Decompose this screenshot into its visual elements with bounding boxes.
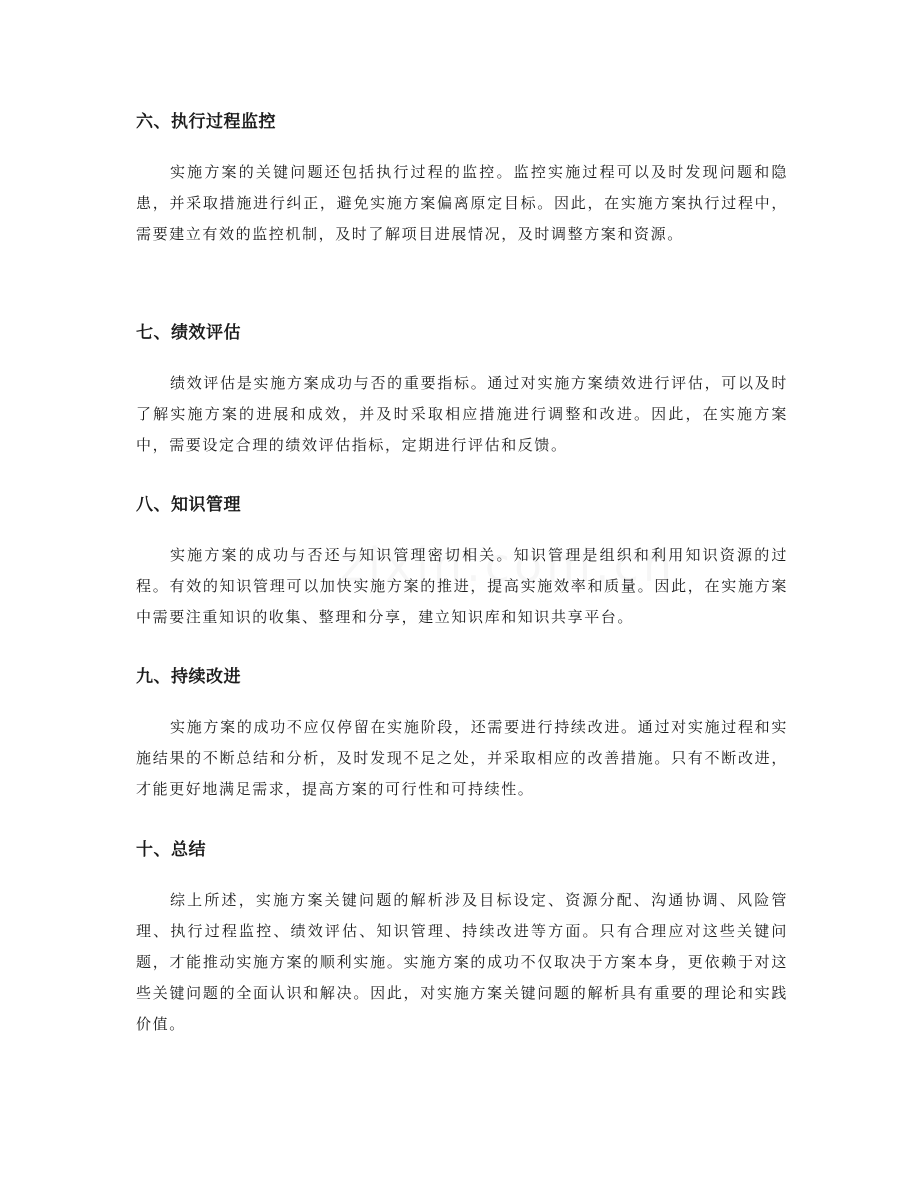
section-continuous-improvement bbox=[136, 665, 788, 805]
section-heading: 六、执行过程监控 bbox=[136, 112, 276, 132]
section-knowledge-management bbox=[136, 493, 788, 633]
section-paragraph: 实施方案的关键问题还包括执行过程的监控。监控实施过程可以及时发现问题和隐患，并采取措施进行纠正，避免实施方案偏离原定目标。因此，在实施方案执行过程中，需要建立有效的监控机制，及时了解项目进展情况，及时调整方案和资源。 bbox=[136, 163, 788, 243]
section-heading: 八、知识管理 bbox=[136, 495, 241, 515]
section-heading: 九、持续改进 bbox=[136, 667, 241, 687]
section-paragraph: 绩效评估是实施方案成功与否的重要指标。通过对实施方案绩效进行评估，可以及时了解实施方案的进展和成效，并及时采取相应措施进行调整和改进。因此，在实施方案中，需要设定合理的绩效评估指标，定期进行评估和反馈。 bbox=[136, 374, 788, 454]
section-execution-monitoring bbox=[136, 110, 788, 250]
section-heading: 十、总结 bbox=[136, 840, 206, 860]
section-paragraph: 实施方案的成功与否还与知识管理密切相关。知识管理是组织和利用知识资源的过程。有效的知识管理可以加快实施方案的推进，提高实施效率和质量。因此，在实施方案中需要注重知识的收集、整理和分享，建立知识库和知识共享平台。 bbox=[136, 546, 788, 626]
section-heading: 七、绩效评估 bbox=[136, 323, 241, 343]
section-summary bbox=[136, 838, 788, 1040]
section-paragraph: 实施方案的成功不应仅停留在实施阶段，还需要进行持续改进。通过对实施过程和实施结果的不断总结和分析，及时发现不足之处，并采取相应的改善措施。只有不断改进，才能更好地满足需求，提高方案的可行性和可持续性。 bbox=[136, 718, 788, 798]
section-paragraph: 综上所述，实施方案关键问题的解析涉及目标设定、资源分配、沟通协调、风险管理、执行过程监控、绩效评估、知识管理、持续改进等方面。只有合理应对这些关键问题，才能推动实施方案的顺利实施。实施方案的成功不仅取决于方案本身，更依赖于对这些关键问题的全面认识和解决。因此，对实施方案关键问题的解析具有重要的理论和实践价值。 bbox=[136, 891, 788, 1033]
section-performance-evaluation bbox=[136, 321, 788, 461]
